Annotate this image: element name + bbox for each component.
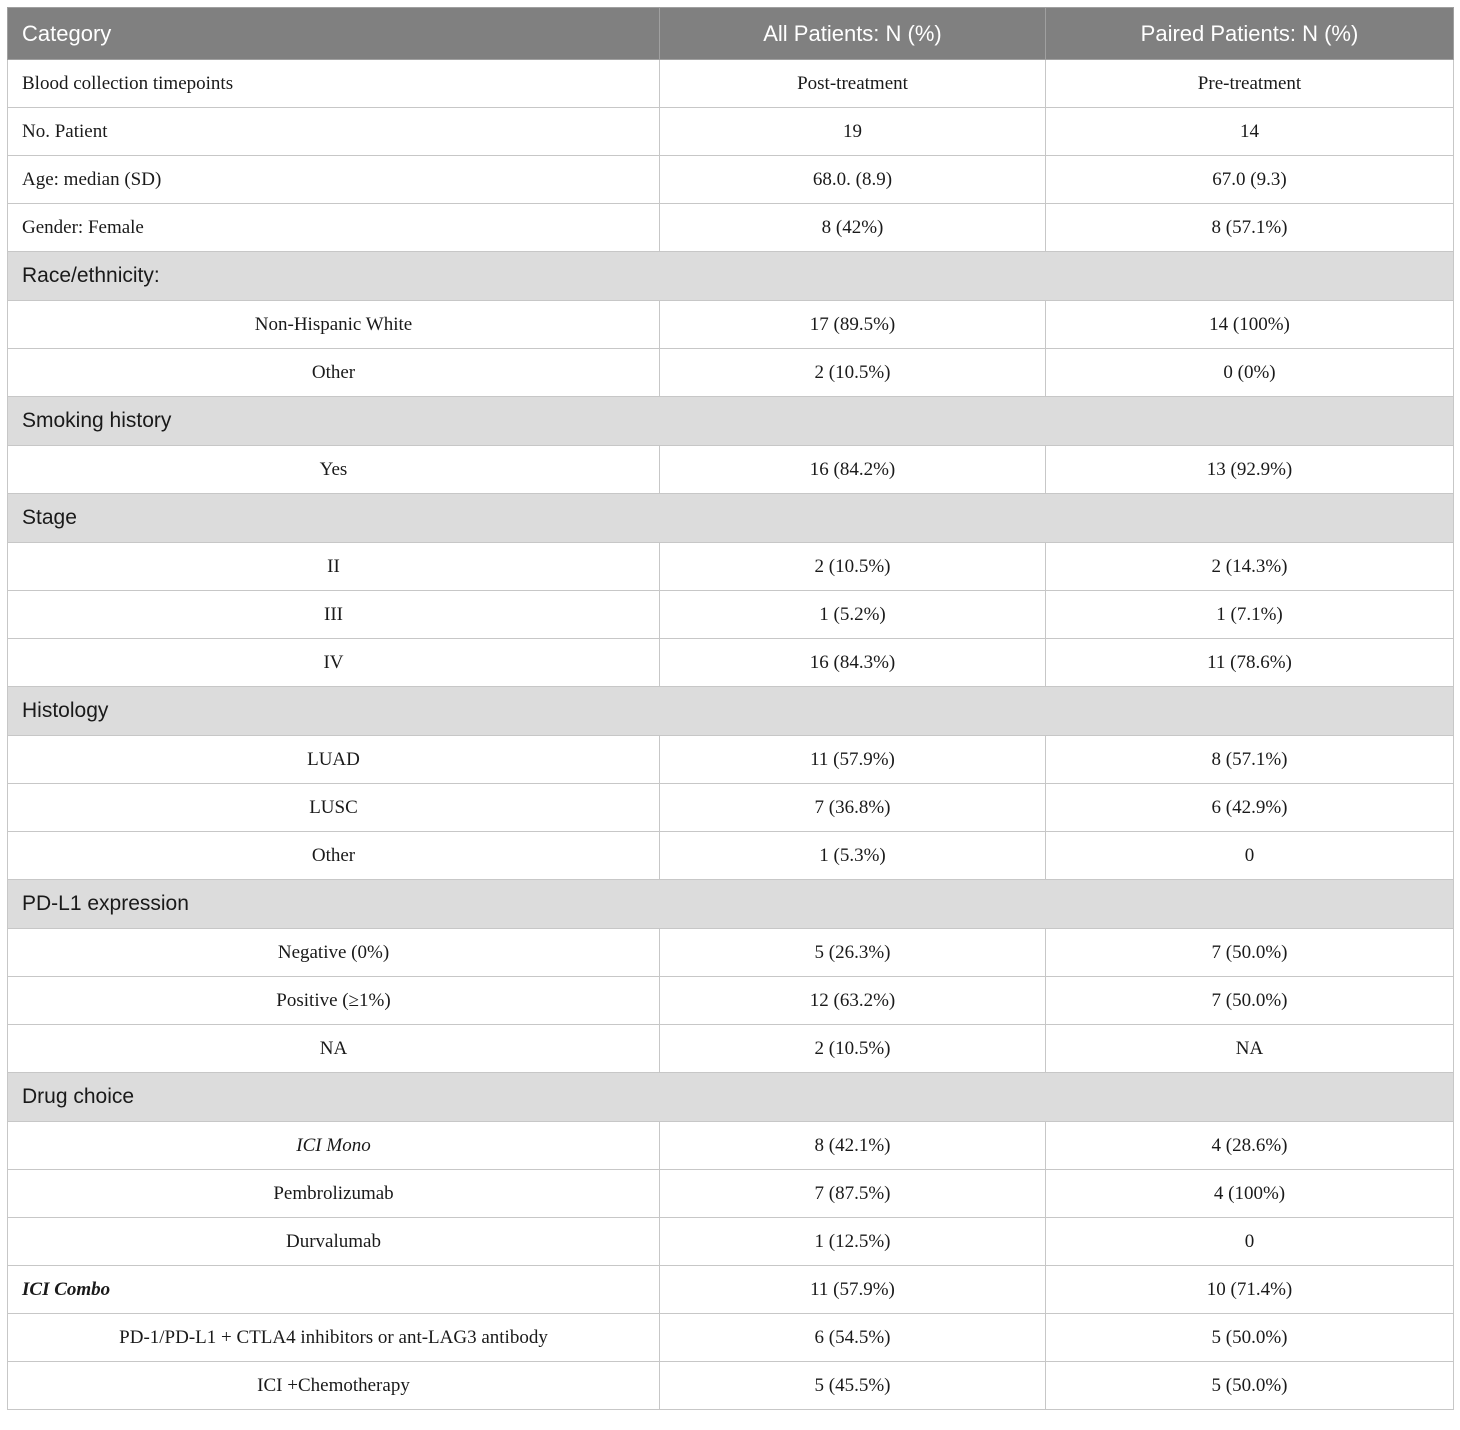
table-row bbox=[8, 543, 1454, 591]
paired-value: 7 (50.0%) bbox=[1046, 929, 1454, 977]
all-value: Post-treatment bbox=[660, 60, 1046, 108]
paired-value: 1 (7.1%) bbox=[1046, 591, 1454, 639]
paired-value: 0 bbox=[1046, 832, 1454, 880]
row-label: ICI Combo bbox=[8, 1266, 660, 1314]
paired-value: NA bbox=[1046, 1025, 1454, 1073]
row-label: Yes bbox=[8, 446, 660, 494]
all-value: 7 (36.8%) bbox=[660, 784, 1046, 832]
table-row bbox=[8, 1025, 1454, 1073]
table-row bbox=[8, 1218, 1454, 1266]
table-row bbox=[8, 1314, 1454, 1362]
row-label: No. Patient bbox=[8, 108, 660, 156]
header-category: Category bbox=[8, 8, 660, 60]
all-value: 5 (26.3%) bbox=[660, 929, 1046, 977]
header-row bbox=[8, 8, 1454, 60]
table-row bbox=[8, 591, 1454, 639]
all-value: 11 (57.9%) bbox=[660, 1266, 1046, 1314]
row-label: II bbox=[8, 543, 660, 591]
paired-value: 6 (42.9%) bbox=[1046, 784, 1454, 832]
section-title: Histology bbox=[8, 687, 1454, 736]
table-row bbox=[8, 446, 1454, 494]
table-row bbox=[8, 108, 1454, 156]
all-value: 1 (12.5%) bbox=[660, 1218, 1046, 1266]
section-title: Smoking history bbox=[8, 397, 1454, 446]
table-row bbox=[8, 60, 1454, 108]
paired-value: 13 (92.9%) bbox=[1046, 446, 1454, 494]
table-row bbox=[8, 1362, 1454, 1410]
section-title: Drug choice bbox=[8, 1073, 1454, 1122]
section-row-histology bbox=[8, 687, 1454, 736]
all-value: 11 (57.9%) bbox=[660, 736, 1046, 784]
all-value: 1 (5.3%) bbox=[660, 832, 1046, 880]
paired-value: 0 (0%) bbox=[1046, 349, 1454, 397]
row-label: Non-Hispanic White bbox=[8, 301, 660, 349]
table-row bbox=[8, 929, 1454, 977]
row-label: Age: median (SD) bbox=[8, 156, 660, 204]
row-label: Gender: Female bbox=[8, 204, 660, 252]
paired-value: 10 (71.4%) bbox=[1046, 1266, 1454, 1314]
paired-value: 11 (78.6%) bbox=[1046, 639, 1454, 687]
section-row-drug bbox=[8, 1073, 1454, 1122]
row-label: Positive (≥1%) bbox=[8, 977, 660, 1025]
section-row-stage bbox=[8, 494, 1454, 543]
all-value: 7 (87.5%) bbox=[660, 1170, 1046, 1218]
paired-value: 8 (57.1%) bbox=[1046, 736, 1454, 784]
paired-value: 2 (14.3%) bbox=[1046, 543, 1454, 591]
table-row bbox=[8, 156, 1454, 204]
all-value: 5 (45.5%) bbox=[660, 1362, 1046, 1410]
section-row-pdl1 bbox=[8, 880, 1454, 929]
paired-value: Pre-treatment bbox=[1046, 60, 1454, 108]
paired-value: 5 (50.0%) bbox=[1046, 1314, 1454, 1362]
row-label: Negative (0%) bbox=[8, 929, 660, 977]
section-title: PD-L1 expression bbox=[8, 880, 1454, 929]
table-row bbox=[8, 736, 1454, 784]
row-label: Other bbox=[8, 832, 660, 880]
paired-value: 4 (100%) bbox=[1046, 1170, 1454, 1218]
paired-value: 14 bbox=[1046, 108, 1454, 156]
row-label: Other bbox=[8, 349, 660, 397]
all-value: 19 bbox=[660, 108, 1046, 156]
header-paired-patients: Paired Patients: N (%) bbox=[1046, 8, 1454, 60]
paired-value: 7 (50.0%) bbox=[1046, 977, 1454, 1025]
all-value: 1 (5.2%) bbox=[660, 591, 1046, 639]
paired-value: 0 bbox=[1046, 1218, 1454, 1266]
table-row bbox=[8, 204, 1454, 252]
all-value: 12 (63.2%) bbox=[660, 977, 1046, 1025]
row-label: Durvalumab bbox=[8, 1218, 660, 1266]
row-label: ICI Mono bbox=[8, 1122, 660, 1170]
section-title: Stage bbox=[8, 494, 1454, 543]
row-label: III bbox=[8, 591, 660, 639]
row-label: IV bbox=[8, 639, 660, 687]
table-row bbox=[8, 1266, 1454, 1314]
patient-characteristics-table bbox=[7, 7, 1454, 1410]
all-value: 2 (10.5%) bbox=[660, 1025, 1046, 1073]
all-value: 8 (42.1%) bbox=[660, 1122, 1046, 1170]
section-row-smoking bbox=[8, 397, 1454, 446]
all-value: 6 (54.5%) bbox=[660, 1314, 1046, 1362]
all-value: 8 (42%) bbox=[660, 204, 1046, 252]
paired-value: 14 (100%) bbox=[1046, 301, 1454, 349]
paired-value: 8 (57.1%) bbox=[1046, 204, 1454, 252]
row-label: Blood collection timepoints bbox=[8, 60, 660, 108]
all-value: 2 (10.5%) bbox=[660, 349, 1046, 397]
header-all-patients: All Patients: N (%) bbox=[660, 8, 1046, 60]
row-label: PD-1/PD-L1 + CTLA4 inhibitors or ant-LAG3 antibody bbox=[8, 1314, 660, 1362]
paired-value: 4 (28.6%) bbox=[1046, 1122, 1454, 1170]
table-row bbox=[8, 301, 1454, 349]
table-row bbox=[8, 349, 1454, 397]
row-label: ICI +Chemotherapy bbox=[8, 1362, 660, 1410]
all-value: 16 (84.2%) bbox=[660, 446, 1046, 494]
all-value: 2 (10.5%) bbox=[660, 543, 1046, 591]
table-row bbox=[8, 1122, 1454, 1170]
table-row bbox=[8, 639, 1454, 687]
row-label: LUSC bbox=[8, 784, 660, 832]
table-row bbox=[8, 832, 1454, 880]
paired-value: 67.0 (9.3) bbox=[1046, 156, 1454, 204]
table-row bbox=[8, 977, 1454, 1025]
all-value: 17 (89.5%) bbox=[660, 301, 1046, 349]
row-label: NA bbox=[8, 1025, 660, 1073]
paired-value: 5 (50.0%) bbox=[1046, 1362, 1454, 1410]
row-label: LUAD bbox=[8, 736, 660, 784]
table-row bbox=[8, 1170, 1454, 1218]
all-value: 68.0. (8.9) bbox=[660, 156, 1046, 204]
table-row bbox=[8, 784, 1454, 832]
section-row-race bbox=[8, 252, 1454, 301]
section-title: Race/ethnicity: bbox=[8, 252, 1454, 301]
row-label: Pembrolizumab bbox=[8, 1170, 660, 1218]
all-value: 16 (84.3%) bbox=[660, 639, 1046, 687]
